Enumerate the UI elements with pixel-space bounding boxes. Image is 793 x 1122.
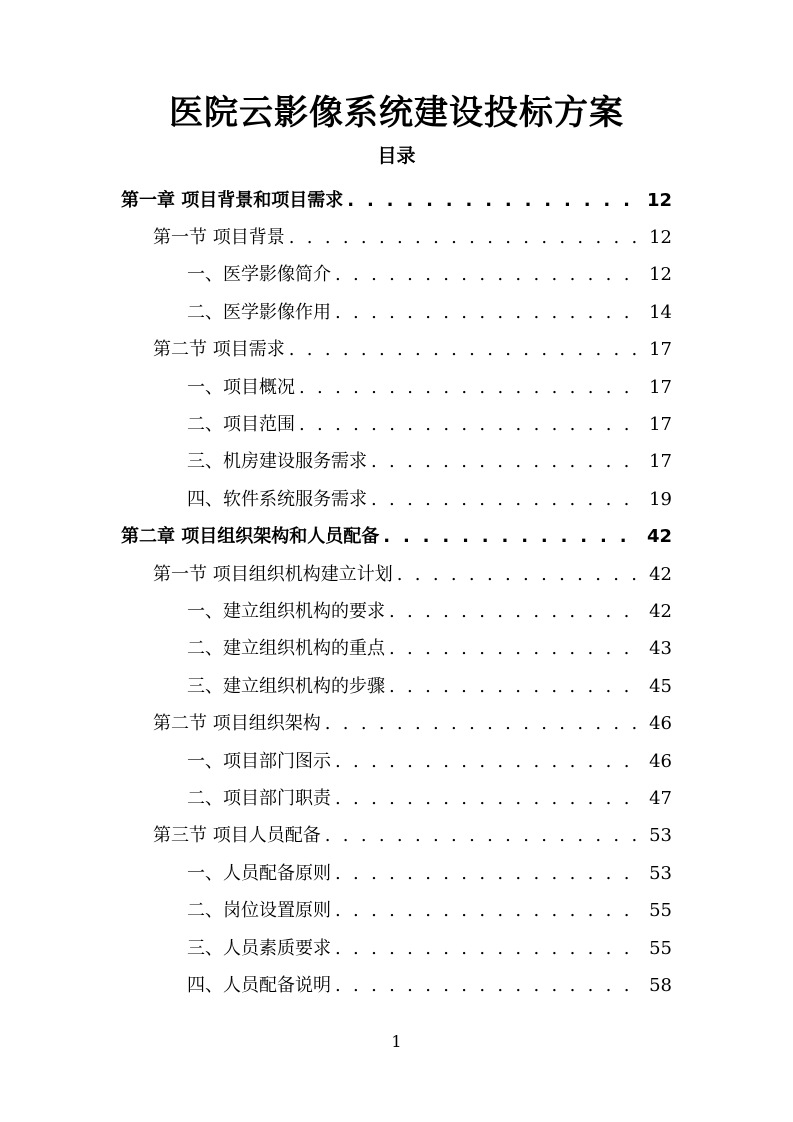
- toc-subsection-entry[interactable]: [187, 668, 672, 705]
- toc-chapter-entry[interactable]: [121, 182, 672, 219]
- toc-entry-page: 19: [649, 488, 672, 510]
- toc-subsection-entry[interactable]: [187, 406, 672, 443]
- page-number: 1: [391, 1032, 402, 1051]
- toc-subsection-entry[interactable]: [187, 930, 672, 967]
- toc-entry-label: 第二章 项目组织架构和人员配备: [121, 526, 380, 548]
- toc-entry-label: 三、机房建设服务需求: [187, 451, 367, 473]
- toc-subsection-entry[interactable]: [187, 481, 672, 518]
- toc-entry-page: 55: [649, 937, 672, 959]
- toc-entry-page: 42: [649, 600, 672, 622]
- toc-dot-leader: [335, 751, 643, 773]
- toc-entry-label: 四、人员配备说明: [187, 974, 331, 996]
- toc-entry-page: 12: [646, 189, 672, 211]
- toc-heading: 目录: [377, 145, 416, 167]
- toc-dot-leader: [335, 302, 643, 324]
- toc-subsection-entry[interactable]: [187, 631, 672, 668]
- toc-entry-label: 二、建立组织机构的重点: [187, 638, 385, 660]
- toc-entry-label: 一、建立组织机构的要求: [187, 600, 385, 622]
- toc-entry-page: 55: [649, 900, 672, 922]
- toc-entry-page: 43: [649, 638, 672, 660]
- toc-entry-page: 47: [649, 787, 672, 809]
- toc-entry-page: 42: [646, 526, 672, 548]
- toc-section-entry[interactable]: [153, 332, 672, 369]
- toc-entry-label: 第一章 项目背景和项目需求: [121, 189, 344, 211]
- toc-entry-label: 二、项目部门职责: [187, 787, 331, 809]
- toc-subsection-entry[interactable]: [187, 893, 672, 930]
- toc-section-entry[interactable]: [153, 219, 672, 256]
- toc-dot-leader: [389, 601, 643, 623]
- toc-subsection-entry[interactable]: [187, 780, 672, 817]
- toc-entry-label: 四、软件系统服务需求: [187, 488, 367, 510]
- toc-dot-leader: [335, 863, 643, 885]
- toc-dot-leader: [335, 938, 643, 960]
- toc-dot-leader: [371, 489, 643, 511]
- toc-entry-page: 17: [649, 413, 672, 435]
- toc-entry-page: 53: [649, 825, 672, 847]
- toc-entry-label: 三、人员素质要求: [187, 937, 331, 959]
- toc-dot-leader: [289, 339, 643, 361]
- toc-section-entry[interactable]: [153, 818, 672, 855]
- toc-subsection-entry[interactable]: [187, 855, 672, 892]
- toc-entry-label: 二、医学影像作用: [187, 301, 331, 323]
- toc-dot-leader: [289, 227, 643, 249]
- toc-entry-page: 46: [649, 713, 672, 735]
- toc-chapter-entry[interactable]: [121, 519, 672, 556]
- toc-entry-label: 第一节 项目组织机构建立计划: [153, 563, 393, 585]
- toc-entry-page: 12: [649, 264, 672, 286]
- toc-entry-label: 第三节 项目人员配备: [153, 825, 321, 847]
- toc-section-entry[interactable]: [153, 706, 672, 743]
- toc-entry-page: 42: [649, 563, 672, 585]
- toc-subsection-entry[interactable]: [187, 743, 672, 780]
- toc-dot-leader: [371, 451, 643, 473]
- toc-dot-leader: [299, 377, 643, 399]
- toc-entry-page: 46: [649, 750, 672, 772]
- toc-entry-label: 一、人员配备原则: [187, 862, 331, 884]
- toc-subsection-entry[interactable]: [187, 444, 672, 481]
- toc-dot-leader: [335, 788, 643, 810]
- toc-entry-label: 第一节 项目背景: [153, 226, 285, 248]
- toc-entry-label: 三、建立组织机构的步骤: [187, 675, 385, 697]
- toc-entry-label: 二、项目范围: [187, 413, 295, 435]
- toc-dot-leader: [335, 975, 643, 997]
- toc-entry-page: 45: [649, 675, 672, 697]
- toc-subsection-entry[interactable]: [187, 593, 672, 630]
- toc-dot-leader: [335, 264, 643, 286]
- document-title: 医院云影像系统建设投标方案: [169, 93, 624, 133]
- toc-dot-leader: [389, 676, 643, 698]
- toc-dot-leader: [397, 564, 643, 586]
- toc-section-entry[interactable]: [153, 556, 672, 593]
- toc-dot-leader: [335, 900, 643, 922]
- toc-dot-leader: [347, 190, 641, 212]
- toc-entry-page: 17: [649, 376, 672, 398]
- toc-subsection-entry[interactable]: [187, 257, 672, 294]
- toc-entry-label: 一、医学影像简介: [187, 264, 331, 286]
- toc-entry-label: 第二节 项目需求: [153, 339, 285, 361]
- toc-entry-page: 12: [649, 226, 672, 248]
- toc-subsection-entry[interactable]: [187, 369, 672, 406]
- toc-entry-page: 14: [649, 301, 672, 323]
- toc-dot-leader: [325, 713, 643, 735]
- toc-entry-label: 二、岗位设置原则: [187, 900, 331, 922]
- toc-dot-leader: [389, 638, 643, 660]
- toc-entry-page: 17: [649, 451, 672, 473]
- toc-subsection-entry[interactable]: [187, 294, 672, 331]
- toc-entry-page: 53: [649, 862, 672, 884]
- toc-dot-leader: [325, 825, 643, 847]
- toc-entry-label: 一、项目概况: [187, 376, 295, 398]
- toc-dot-leader: [299, 414, 643, 436]
- toc-entry-page: 58: [649, 974, 672, 996]
- toc-subsection-entry[interactable]: [187, 967, 672, 1004]
- toc-entry-page: 17: [649, 339, 672, 361]
- toc-entry-label: 第二节 项目组织架构: [153, 713, 321, 735]
- toc-dot-leader: [383, 526, 641, 548]
- toc-entry-label: 一、项目部门图示: [187, 750, 331, 772]
